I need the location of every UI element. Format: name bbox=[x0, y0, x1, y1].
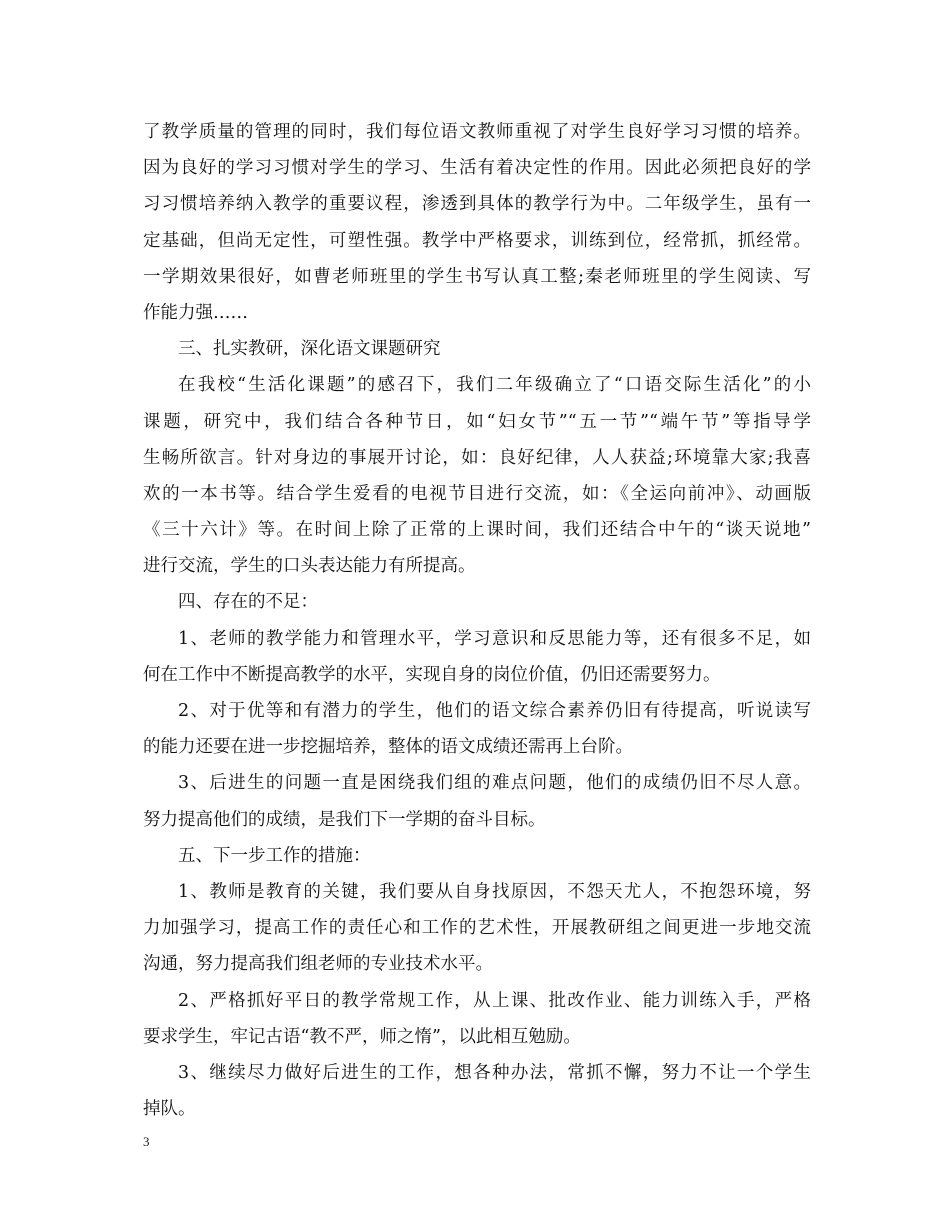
text-line: 定基础，但尚无定性，可塑性强。教学中严格要求，训练到位，经常抓，抓经常。 bbox=[143, 230, 811, 251]
text-line: 的能力还要在进一步挖掘培养，整体的语文成绩还需再上台阶。 bbox=[143, 737, 633, 758]
text-line: 《三十六计》等。在时间上除了正常的上课时间，我们还结合中午的“谈天说地” bbox=[143, 520, 811, 541]
text-line: 作能力强…… bbox=[143, 302, 248, 323]
text-line: 3、后进生的问题一直是困绕我们组的难点问题，他们的成绩仍旧不尽人意。 bbox=[178, 773, 811, 794]
text-line: 欢的一本书等。结合学生爱看的电视节目进行交流，如：《全运向前冲》、动画版 bbox=[143, 483, 811, 504]
text-line: 2、严格抓好平日的教学常规工作，从上课、批改作业、能力训练入手，严格 bbox=[178, 990, 811, 1011]
text-line: 要求学生，牢记古语“教不严，师之惰”，以此相互勉励。 bbox=[143, 1026, 581, 1047]
text-line: 课题，研究中，我们结合各种节日，如“妇女节”“五一节”“端午节”等指导学 bbox=[143, 411, 811, 432]
text-line: 进行交流，学生的口头表达能力有所提高。 bbox=[143, 556, 476, 577]
page-number: 3 bbox=[143, 1134, 150, 1149]
text-line: 1、老师的教学能力和管理水平，学习意识和反思能力等，还有很多不足，如 bbox=[178, 628, 811, 649]
text-line: 生畅所欲言。针对身边的事展开讨论，如：良好纪律，人人获益;环境靠大家;我喜 bbox=[143, 447, 811, 468]
text-line: 因为良好的学习习惯对学生的学习、生活有着决定性的作用。因此必须把良好的学 bbox=[143, 158, 811, 179]
text-line: 力加强学习，提高工作的责任心和工作的艺术性，开展教研组之间更进一步地交流 bbox=[143, 918, 811, 939]
text-line: 2、对于优等和有潜力的学生，他们的语文综合素养仍旧有待提高，听说读写 bbox=[178, 701, 811, 721]
text-line: 三、扎实教研，深化语文课题研究 bbox=[178, 339, 441, 360]
text-line: 3、继续尽力做好后进生的工作，想各种办法，常抓不懈，努力不让一个学生 bbox=[178, 1062, 811, 1083]
text-line: 沟通，努力提高我们组老师的专业技术水平。 bbox=[143, 954, 493, 975]
text-line: 了教学质量的管理的同时，我们每位语文教师重视了对学生良好学习习惯的培养。 bbox=[143, 122, 811, 142]
text-line: 在我校“生活化课题”的感召下，我们二年级确立了“口语交际生活化”的小 bbox=[178, 375, 811, 396]
text-line: 何在工作中不断提高教学的水平，实现自身的岗位价值，仍旧还需要努力。 bbox=[143, 664, 721, 685]
text-line: 习习惯培养纳入教学的重要议程，渗透到具体的教学行为中。二年级学生，虽有一 bbox=[143, 194, 811, 215]
text-line: 努力提高他们的成绩，是我们下一学期的奋斗目标。 bbox=[143, 809, 546, 830]
text-line: 五、下一步工作的措施： bbox=[178, 845, 371, 866]
text-line: 四、存在的不足： bbox=[178, 592, 318, 613]
document-body bbox=[143, 114, 811, 1127]
text-line: 掉队。 bbox=[143, 1099, 196, 1120]
text-line: 1、教师是教育的关键，我们要从自身找原因，不怨天尤人，不抱怨环境，努 bbox=[178, 881, 811, 902]
text-line: 一学期效果很好，如曹老师班里的学生书写认真工整;秦老师班里的学生阅读、写 bbox=[143, 266, 811, 287]
